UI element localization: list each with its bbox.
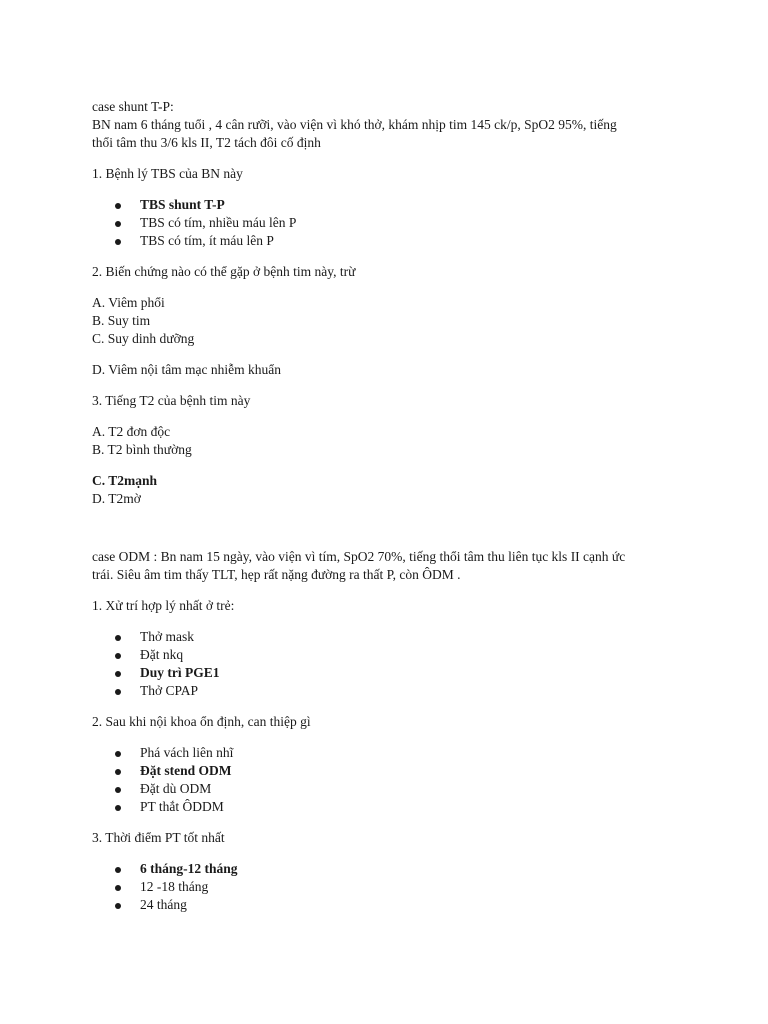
case1-q3-option-b: B. T2 bình thường <box>92 442 192 457</box>
case2-q2-option: Đặt dù ODM <box>92 780 692 798</box>
case2-q1-option: Đặt nkq <box>92 646 692 664</box>
case2-q1-options <box>92 628 692 700</box>
case1-title: case shunt T-P: <box>92 99 174 114</box>
case1-q1-option: TBS có tím, ít máu lên P <box>92 232 692 250</box>
case1-q3-option-d: D. T2mờ <box>92 491 141 506</box>
case1-q1-option: TBS có tím, nhiều máu lên P <box>92 214 692 232</box>
case1-q3-option-c-correct: C. T2mạnh <box>92 473 158 488</box>
case2-q1-option: Thở CPAP <box>92 682 692 700</box>
case2-q1-option: Thở mask <box>92 628 692 646</box>
case2-question-3: 3. Thời điểm PT tốt nhất <box>92 830 225 845</box>
case1-q2-option-b: B. Suy tim <box>92 313 151 328</box>
case1-q2-option-c: C. Suy dinh dưỡng <box>92 331 195 346</box>
case2-description-line1: case ODM : Bn nam 15 ngày, vào viện vì tím, SpO2 70%, tiếng thổi tâm thu liên tục kls II cạnh ức <box>92 549 626 564</box>
case1-question-3: 3. Tiếng T2 của bệnh tim này <box>92 393 251 408</box>
case1-q3-option-a: A. T2 đơn độc <box>92 424 171 439</box>
case2-question-2: 2. Sau khi nội khoa ổn định, can thiệp gì <box>92 714 311 729</box>
case2-q2-option: PT thắt ÔDDM <box>92 798 692 816</box>
case2-q2-options <box>92 744 692 816</box>
case2-q2-option: Phá vách liên nhĩ <box>92 744 692 762</box>
case1-q1-options <box>92 196 692 250</box>
case2-q3-option-correct: 6 tháng-12 tháng <box>92 860 692 878</box>
case1-question-2: 2. Biến chứng nào có thể gặp ở bệnh tim này, trừ <box>92 264 356 279</box>
case1-q3-options <box>92 423 692 508</box>
case2-q3-option: 24 tháng <box>92 896 692 914</box>
case1-q1-option-correct: TBS shunt T-P <box>92 196 692 214</box>
case2-description-line2: trái. Siêu âm tim thấy TLT, hẹp rất nặng đường ra thất P, còn ÔDM . <box>92 567 461 582</box>
case2-question-1: 1. Xử trí hợp lý nhất ở trẻ: <box>92 598 235 613</box>
case1-description-line1: BN nam 6 tháng tuổi , 4 cân rưỡi, vào viện vì khó thở, khám nhịp tim 145 ck/p, SpO2 95%, tiếng <box>92 117 617 132</box>
case1-q2-option-d: D. Viêm nội tâm mạc nhiễm khuẩn <box>92 362 282 377</box>
case1-q2-options <box>92 294 692 379</box>
case2-q2-option-correct: Đặt stend ODM <box>92 762 692 780</box>
document-page <box>92 98 692 914</box>
case1-q2-option-a: A. Viêm phổi <box>92 295 165 310</box>
case2-q1-option-correct: Duy trì PGE1 <box>92 664 692 682</box>
case1-description-line2: thổi tâm thu 3/6 kls II, T2 tách đôi cố định <box>92 135 321 150</box>
case2-q3-option: 12 -18 tháng <box>92 878 692 896</box>
case2-q3-options <box>92 860 692 914</box>
case1-question-1: 1. Bệnh lý TBS của BN này <box>92 166 243 181</box>
